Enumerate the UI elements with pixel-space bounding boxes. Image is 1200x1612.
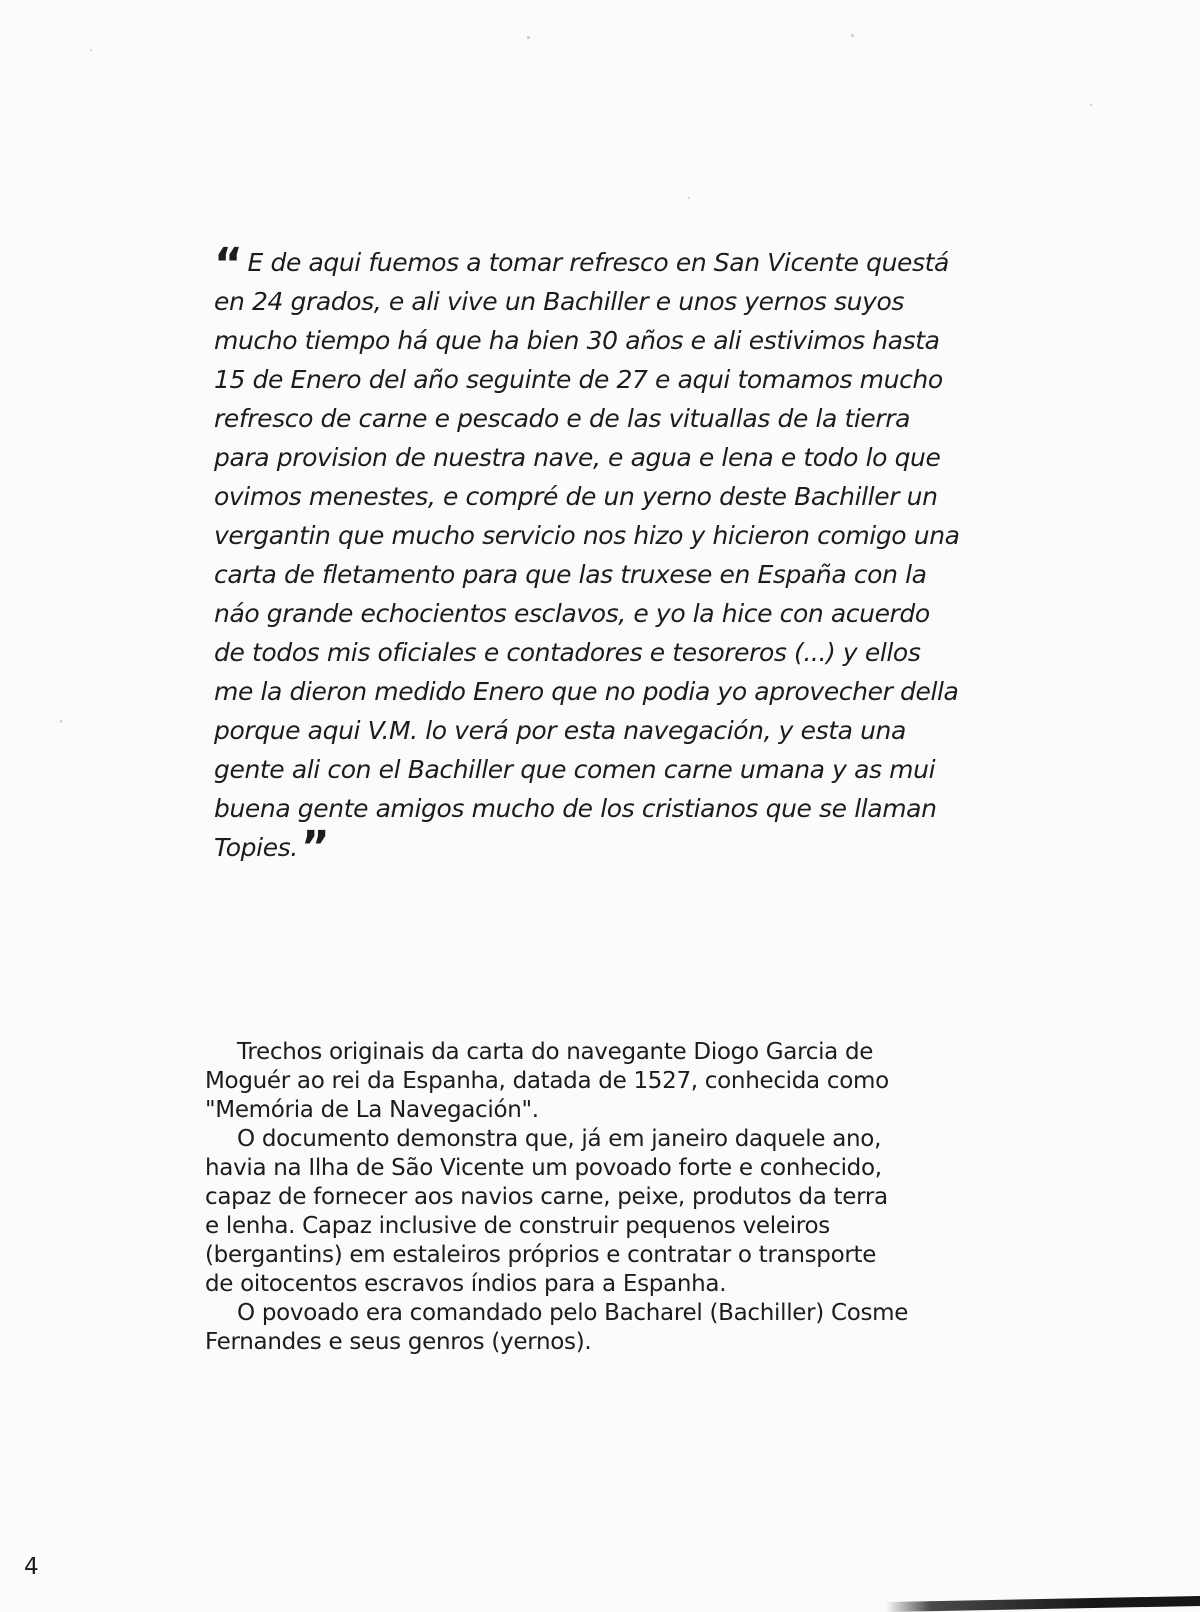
page-number: 4 — [24, 1554, 39, 1580]
quote-line: Topies.” — [214, 822, 330, 873]
quote-line: mucho tiempo há que ha bien 30 años e ali estivimos hasta — [214, 326, 940, 355]
annotation-line: Trechos originais da carta do navegante Diogo Garcia de — [237, 1039, 874, 1065]
quote-line: náo grande echocientos esclavos, e yo la hice con acuerdo — [214, 599, 930, 628]
quote-line: en 24 grados, e ali vive un Bachiller e unos yernos suyos — [214, 287, 905, 316]
scan-speck — [527, 36, 530, 39]
quote-line: gente ali con el Bachiller que comen carne umana y as mui — [214, 755, 936, 784]
quote-line-text: E de aqui fuemos a tomar refresco en San Vicente questá — [247, 248, 949, 277]
quote-line: “ E de aqui fuemos a tomar refresco en San Vicente questá — [214, 239, 949, 290]
annotation-line: O documento demonstra que, já em janeiro daquele ano, — [237, 1126, 882, 1152]
annotation-line: (bergantins) em estaleiros próprios e contratar o transporte — [205, 1242, 877, 1268]
quote-line: 15 de Enero del año seguinte de 27 e aqui tomamos mucho — [214, 365, 943, 394]
annotation-line: havia na Ilha de São Vicente um povoado forte e conhecido, — [205, 1155, 882, 1181]
scan-edge-artifact — [886, 1596, 1200, 1612]
scan-speck — [851, 34, 854, 37]
quote-block — [214, 239, 989, 873]
scan-speck — [60, 720, 62, 723]
quote-line: refresco de carne e pescado e de las vituallas de la tierra — [214, 404, 911, 433]
annotation-block — [205, 1038, 990, 1357]
annotation-line: capaz de fornecer aos navios carne, peixe, produtos da terra — [205, 1184, 888, 1210]
scan-speck — [688, 197, 690, 199]
quote-line-text: Topies. — [214, 833, 298, 862]
quote-line: vergantin que mucho servicio nos hizo y hicieron comigo una — [214, 521, 960, 550]
quote-line: ovimos menestes, e compré de un yerno deste Bachiller un — [214, 482, 938, 511]
quote-line: para provision de nuestra nave, e agua e lena e todo lo que — [214, 443, 941, 472]
quote-line: de todos mis oficiales e contadores e tesoreros (...) y ellos — [214, 638, 921, 667]
annotation-line: Fernandes e seus genros (yernos). — [205, 1329, 592, 1355]
annotation-line: e lenha. Capaz inclusive de construir pequenos veleiros — [205, 1213, 830, 1239]
scan-speck — [1090, 104, 1092, 106]
annotation-line: Moguér ao rei da Espanha, datada de 1527, conhecida como — [205, 1068, 889, 1094]
annotation-line: O povoado era comandado pelo Bacharel (Bachiller) Cosme — [237, 1300, 909, 1326]
scan-speck — [90, 49, 92, 51]
quote-line: buena gente amigos mucho de los cristianos que se llaman — [214, 794, 937, 823]
quote-line: porque aqui V.M. lo verá por esta navegación, y esta una — [214, 716, 906, 745]
quote-line: me la dieron medido Enero que no podia yo aprovecher della — [214, 677, 959, 706]
quote-line: carta de fletamento para que las truxese en España con la — [214, 560, 927, 589]
annotation-line: de oitocentos escravos índios para a Espanha. — [205, 1271, 727, 1297]
annotation-line: "Memória de La Navegación". — [205, 1097, 539, 1123]
